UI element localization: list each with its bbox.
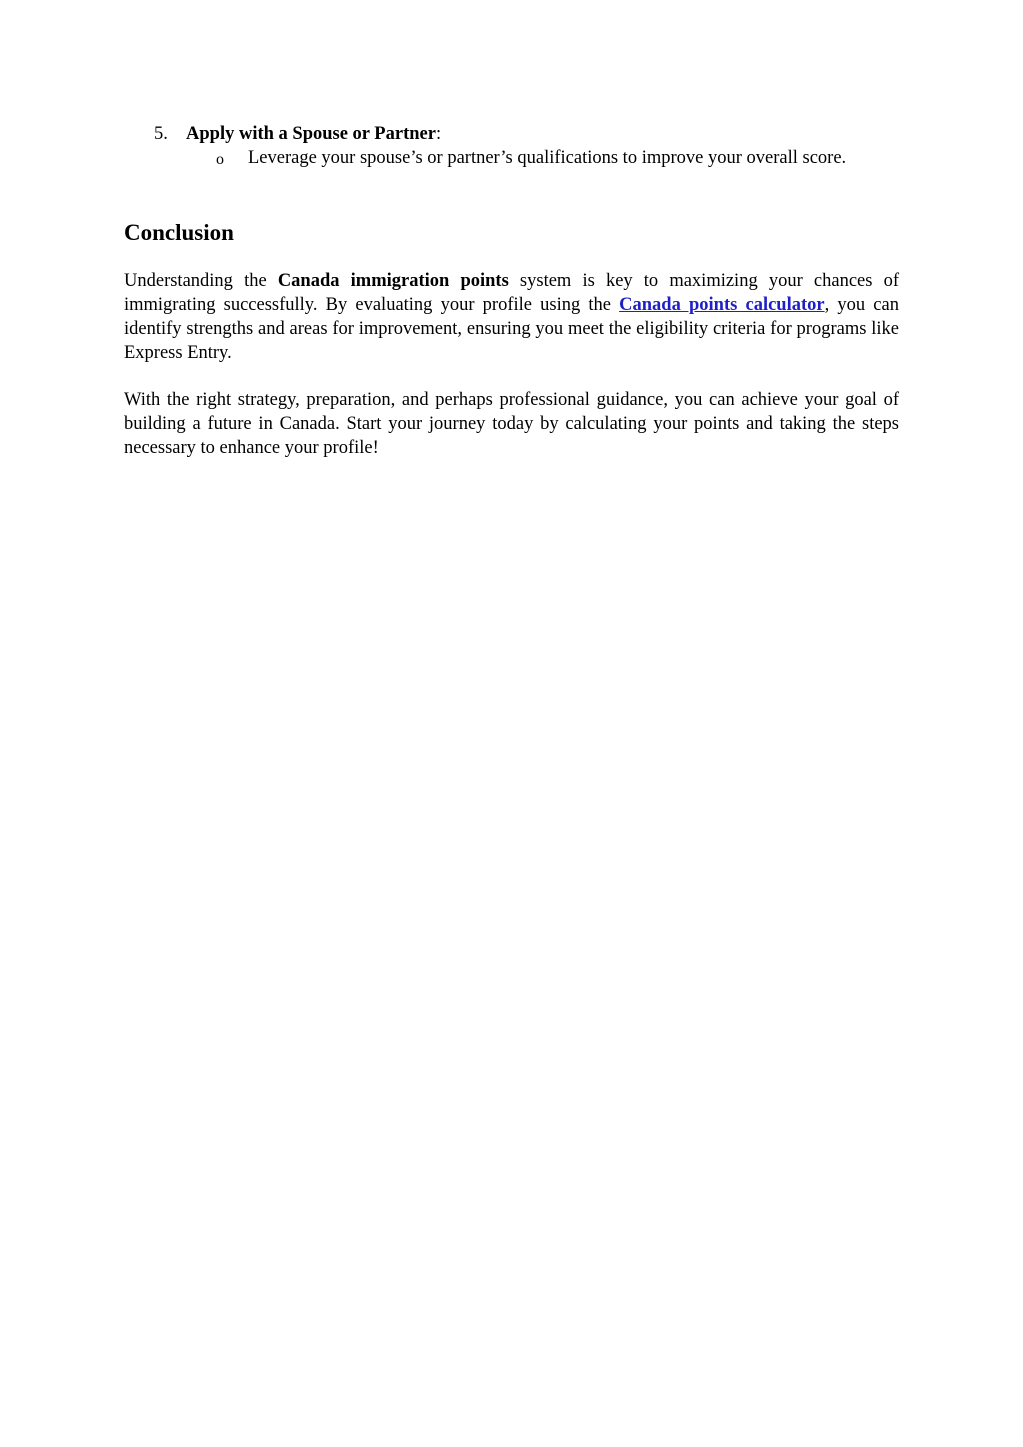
para1-bold-phrase: Canada immigration points [277, 271, 509, 291]
sub-bullet-marker: o [216, 151, 224, 168]
para1-text-b: system is key to maximizing your chances of immigrating successfully. By evaluating your profile using the [124, 271, 899, 315]
conclusion-paragraph-2: With the right strategy, preparation, and perhaps professional guidance, you can achieve your goal of building a future in Canada. Start your journey today by calculating your points and taking the steps necessary to enhance your profile! [124, 390, 899, 458]
list-title-line [186, 122, 441, 146]
sub-bullet-text: Leverage your spouse’s or partner’s qualifications to improve your overall score. [248, 148, 847, 168]
para1-text-c: , you can identify strengths and areas for improvement, ensuring you meet the eligibility criteria for programs like Express Entry. [124, 295, 899, 363]
list-title-suffix: : [435, 124, 442, 144]
list-number: 5. [154, 124, 168, 144]
list-title: Apply with a Spouse or Partner [186, 124, 436, 144]
points-calculator-link[interactable]: Canada points calculator [619, 295, 825, 315]
conclusion-heading: Conclusion [124, 220, 234, 245]
para1-text-a: Understanding the [124, 271, 278, 291]
conclusion-paragraph-1 [124, 269, 899, 365]
